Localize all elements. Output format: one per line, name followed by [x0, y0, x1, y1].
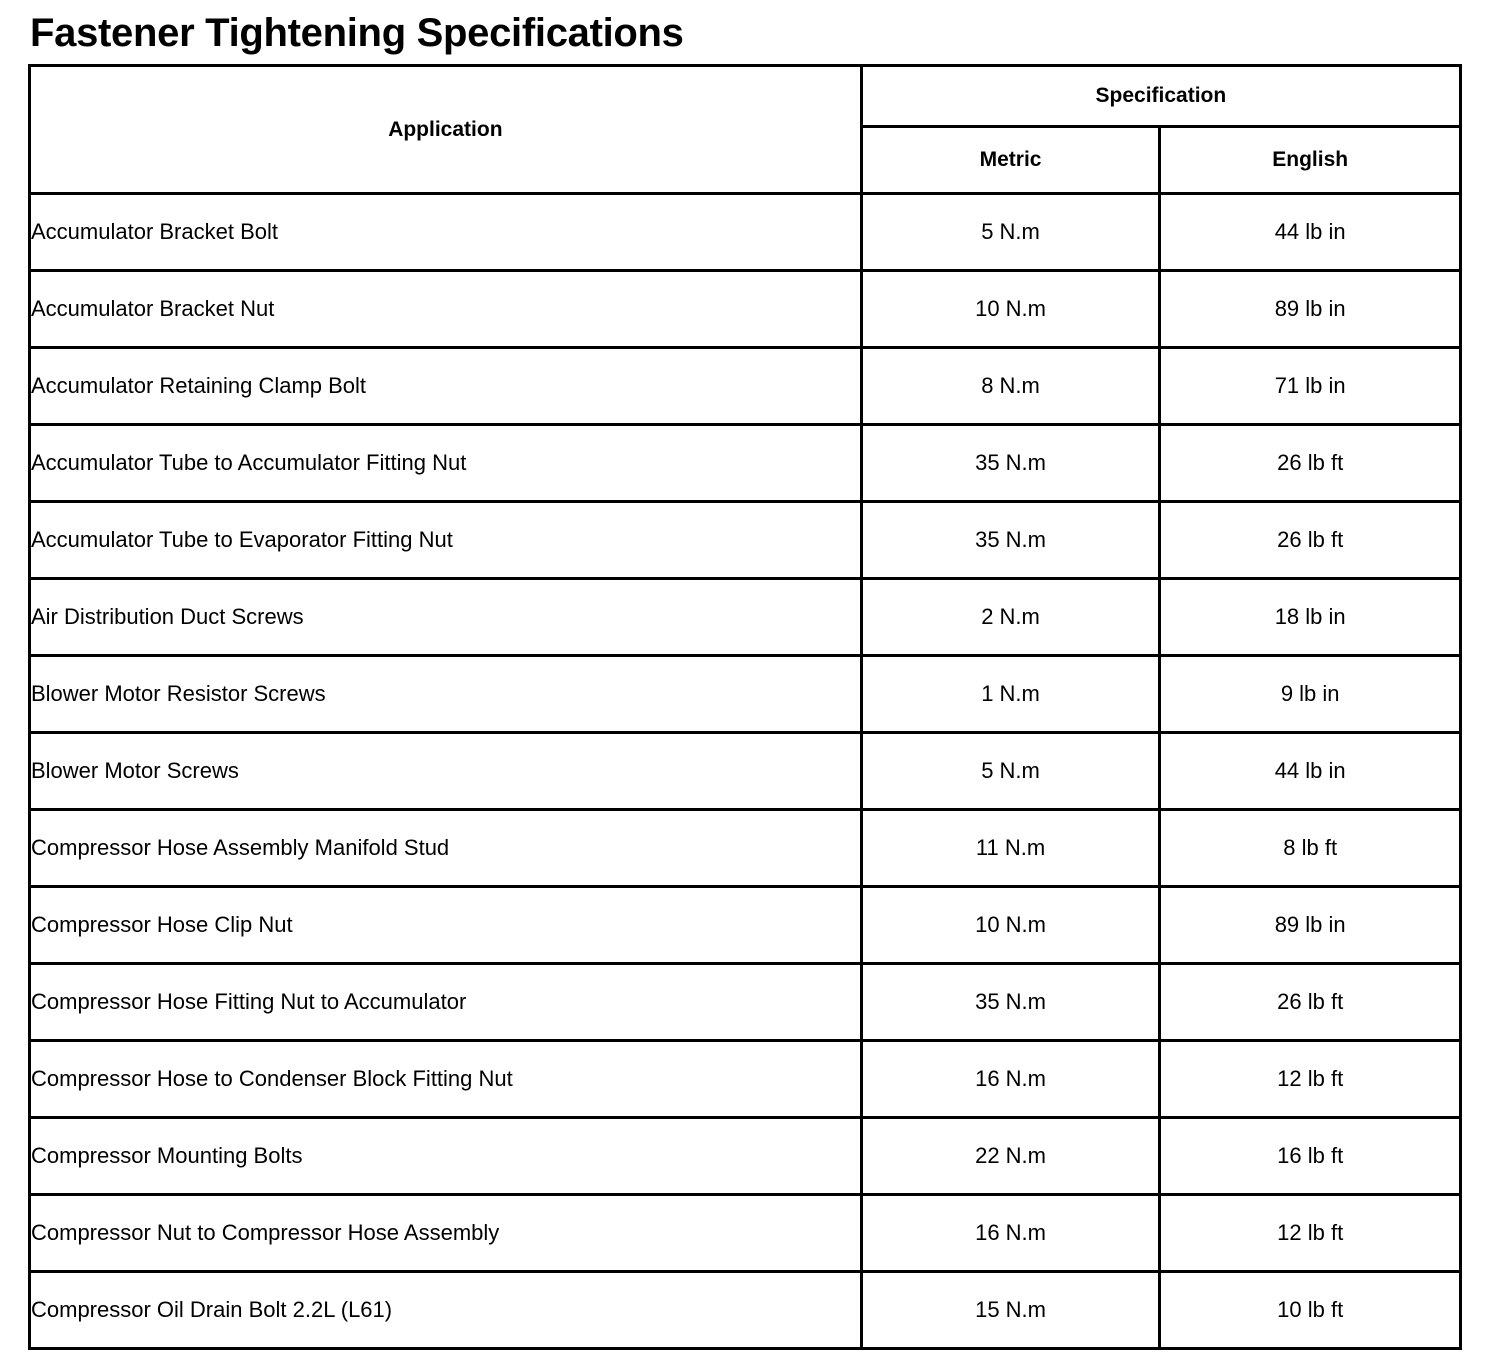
cell-english: 12 lb ft: [1160, 1195, 1461, 1272]
cell-metric: 35 N.m: [861, 964, 1160, 1041]
table-row: [30, 964, 1461, 1041]
cell-english: 9 lb in: [1160, 656, 1461, 733]
table-row: [30, 1195, 1461, 1272]
table-header: [30, 66, 1461, 194]
table-row: [30, 810, 1461, 887]
cell-metric: 10 N.m: [861, 887, 1160, 964]
cell-application: Air Distribution Duct Screws: [30, 579, 862, 656]
cell-application: Compressor Hose to Condenser Block Fitting Nut: [30, 1041, 862, 1118]
cell-metric: 16 N.m: [861, 1195, 1160, 1272]
cell-metric: 10 N.m: [861, 271, 1160, 348]
column-header-metric: Metric: [861, 127, 1160, 194]
cell-application: Compressor Hose Clip Nut: [30, 887, 862, 964]
table-row: [30, 348, 1461, 425]
column-header-application: Application: [30, 66, 862, 194]
header-row-top: [30, 66, 1461, 127]
cell-application: Blower Motor Screws: [30, 733, 862, 810]
cell-english: 10 lb ft: [1160, 1272, 1461, 1349]
cell-english: 26 lb ft: [1160, 425, 1461, 502]
table-row: [30, 425, 1461, 502]
cell-english: 44 lb in: [1160, 733, 1461, 810]
cell-application: Compressor Oil Drain Bolt 2.2L (L61): [30, 1272, 862, 1349]
cell-english: 26 lb ft: [1160, 502, 1461, 579]
table-row: [30, 579, 1461, 656]
page-title: Fastener Tightening Specifications: [30, 11, 684, 55]
table-row: [30, 1118, 1461, 1195]
cell-english: 12 lb ft: [1160, 1041, 1461, 1118]
cell-metric: 11 N.m: [861, 810, 1160, 887]
cell-english: 16 lb ft: [1160, 1118, 1461, 1195]
cell-application: Accumulator Retaining Clamp Bolt: [30, 348, 862, 425]
cell-application: Blower Motor Resistor Screws: [30, 656, 862, 733]
cell-metric: 35 N.m: [861, 425, 1160, 502]
cell-application: Compressor Mounting Bolts: [30, 1118, 862, 1195]
cell-application: Compressor Hose Assembly Manifold Stud: [30, 810, 862, 887]
cell-english: 8 lb ft: [1160, 810, 1461, 887]
cell-application: Accumulator Bracket Nut: [30, 271, 862, 348]
cell-english: 44 lb in: [1160, 194, 1461, 271]
table-row: [30, 1272, 1461, 1349]
cell-english: 89 lb in: [1160, 887, 1461, 964]
cell-metric: 35 N.m: [861, 502, 1160, 579]
cell-english: 18 lb in: [1160, 579, 1461, 656]
cell-metric: 22 N.m: [861, 1118, 1160, 1195]
cell-metric: 1 N.m: [861, 656, 1160, 733]
table-body: [30, 194, 1461, 1349]
cell-english: 89 lb in: [1160, 271, 1461, 348]
column-header-english: English: [1160, 127, 1461, 194]
cell-metric: 5 N.m: [861, 194, 1160, 271]
cell-application: Compressor Hose Fitting Nut to Accumulator: [30, 964, 862, 1041]
cell-metric: 15 N.m: [861, 1272, 1160, 1349]
table-row: [30, 733, 1461, 810]
column-header-specification: Specification: [861, 66, 1460, 127]
fastener-specifications-table: [28, 64, 1462, 1350]
cell-application: Compressor Nut to Compressor Hose Assembly: [30, 1195, 862, 1272]
cell-metric: 8 N.m: [861, 348, 1160, 425]
cell-english: 26 lb ft: [1160, 964, 1461, 1041]
table-row: [30, 1041, 1461, 1118]
table-row: [30, 502, 1461, 579]
table-row: [30, 656, 1461, 733]
cell-application: Accumulator Bracket Bolt: [30, 194, 862, 271]
cell-metric: 2 N.m: [861, 579, 1160, 656]
cell-english: 71 lb in: [1160, 348, 1461, 425]
table-row: [30, 887, 1461, 964]
table-row: [30, 271, 1461, 348]
table-row: [30, 194, 1461, 271]
cell-metric: 16 N.m: [861, 1041, 1160, 1118]
cell-application: Accumulator Tube to Accumulator Fitting Nut: [30, 425, 862, 502]
cell-metric: 5 N.m: [861, 733, 1160, 810]
cell-application: Accumulator Tube to Evaporator Fitting Nut: [30, 502, 862, 579]
